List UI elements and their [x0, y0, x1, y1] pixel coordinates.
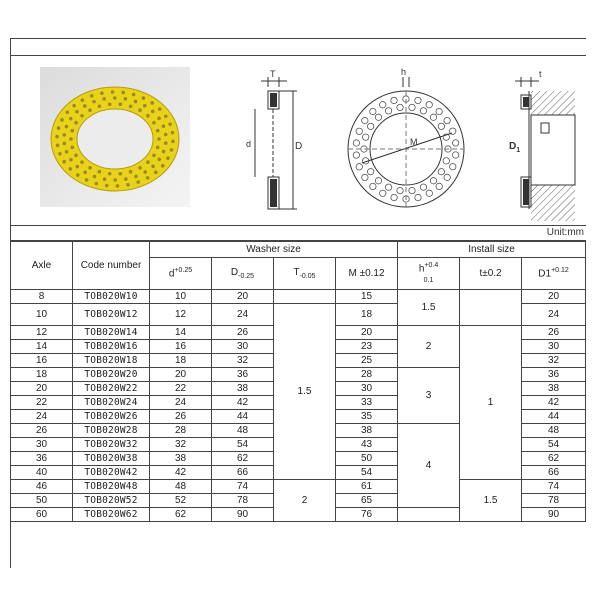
- lube-pocket-dot: [156, 129, 160, 133]
- lube-pocket-dot: [83, 104, 87, 108]
- cell-axle: 20: [11, 382, 73, 396]
- lube-pocket-dot: [75, 165, 79, 169]
- lube-pocket-dot: [105, 184, 109, 188]
- lube-pocket-dot: [108, 172, 112, 176]
- lube-pocket-dot: [108, 102, 112, 106]
- cell-axle: 10: [11, 304, 73, 326]
- cell-D: 26: [212, 326, 274, 340]
- lube-pocket-dot: [171, 140, 175, 144]
- lube-pocket-dot: [129, 170, 133, 174]
- col-t-header: t±0.2: [460, 258, 522, 290]
- col-M-header: M ±0.12: [336, 258, 398, 290]
- lube-pocket-dot: [92, 100, 96, 104]
- cell-D1: 62: [522, 452, 586, 466]
- cell-axle: 60: [11, 508, 73, 522]
- lube-pocket-dot: [143, 104, 147, 108]
- lube-pocket-dot: [98, 104, 102, 108]
- cell-M: 18: [336, 304, 398, 326]
- cell-axle: 46: [11, 480, 73, 494]
- lube-pocket-dot: [70, 129, 74, 133]
- lube-pocket-dot: [74, 153, 78, 157]
- cell-code: TOB020W24: [73, 396, 150, 410]
- cell-axle: 8: [11, 290, 73, 304]
- cell-axle: 24: [11, 410, 73, 424]
- cell-D1: 38: [522, 382, 586, 396]
- lube-pocket-dot: [103, 177, 107, 181]
- cell-T-merged: 1.5: [274, 304, 336, 480]
- cell-D: 66: [212, 466, 274, 480]
- cell-D: 36: [212, 368, 274, 382]
- cell-code: TOB020W18: [73, 354, 150, 368]
- lube-pocket-dot: [146, 160, 150, 164]
- cell-D1: 54: [522, 438, 586, 452]
- lube-pocket-dot: [62, 133, 66, 137]
- cell-d: 18: [150, 354, 212, 368]
- cell-D1: 74: [522, 480, 586, 494]
- lube-pocket-dot: [116, 184, 120, 188]
- lube-pocket-dot: [157, 158, 161, 162]
- cell-d: 32: [150, 438, 212, 452]
- cell-h-merged: 1.5: [398, 290, 460, 326]
- lube-pocket-dot: [121, 91, 125, 95]
- cell-code: TOB020W14: [73, 326, 150, 340]
- lube-pocket-dot: [151, 110, 155, 114]
- cell-D1: 90: [522, 508, 586, 522]
- lube-pocket-dot: [65, 125, 69, 129]
- cell-M: 20: [336, 326, 398, 340]
- lube-pocket-dot: [134, 175, 138, 179]
- cell-axle: 14: [11, 340, 73, 354]
- cell-D: 78: [212, 494, 274, 508]
- lube-pocket-dot: [162, 124, 166, 128]
- cell-h-merged: 2: [398, 326, 460, 368]
- washer-size-header: Washer size: [150, 242, 398, 258]
- lube-pocket-dot: [56, 144, 60, 148]
- cell-d: 16: [150, 340, 212, 354]
- cell-D1: 36: [522, 368, 586, 382]
- cell-D1: 78: [522, 494, 586, 508]
- lube-pocket-dot: [69, 158, 73, 162]
- lube-pocket-dot: [166, 156, 170, 160]
- cell-d: 42: [150, 466, 212, 480]
- cell-code: TOB020W12: [73, 304, 150, 326]
- lube-pocket-dot: [134, 100, 138, 104]
- cell-D: 24: [212, 304, 274, 326]
- lube-pocket-dot: [142, 96, 146, 100]
- lube-pocket-dot: [113, 178, 117, 182]
- cell-D1: 42: [522, 396, 586, 410]
- lube-pocket-dot: [93, 175, 97, 179]
- cell-t-merged: 1: [460, 326, 522, 480]
- lube-pocket-dot: [60, 118, 64, 122]
- cell-code: TOB020W48: [73, 480, 150, 494]
- lube-pocket-dot: [170, 148, 174, 152]
- lube-pocket-dot: [102, 97, 106, 101]
- cell-M: 28: [336, 368, 398, 382]
- cell-d: 10: [150, 290, 212, 304]
- lube-pocket-dot: [152, 153, 156, 157]
- cell-code: TOB020W32: [73, 438, 150, 452]
- col-D-header: $D_{-0.25}$: [212, 258, 274, 290]
- lube-pocket-dot: [157, 117, 161, 121]
- lube-pocket-dot: [157, 137, 161, 141]
- lube-pocket-dot: [151, 164, 155, 168]
- install-t-label: t: [539, 69, 542, 79]
- cell-D: 90: [212, 508, 274, 522]
- cell-d: 20: [150, 368, 212, 382]
- cell-h-blank: [398, 508, 460, 522]
- col-code-header: Code number: [73, 242, 150, 290]
- front-view-drawing: [340, 55, 470, 225]
- cell-D1: 30: [522, 340, 586, 354]
- table-row: [11, 290, 586, 304]
- cell-D: 44: [212, 410, 274, 424]
- lube-pocket-dot: [158, 107, 162, 111]
- cell-code: TOB020W62: [73, 508, 150, 522]
- lube-pocket-dot: [100, 91, 104, 95]
- cell-d: 14: [150, 326, 212, 340]
- lube-pocket-dot: [80, 160, 84, 164]
- lube-pocket-dot: [74, 121, 78, 125]
- lube-pocket-dot: [138, 108, 142, 112]
- install-drawing: [505, 55, 585, 225]
- lube-pocket-dot: [88, 166, 92, 170]
- lube-pocket-dot: [152, 121, 156, 125]
- install-size-header: Install size: [398, 242, 586, 258]
- lube-pocket-dot: [156, 146, 160, 150]
- cell-D: 54: [212, 438, 274, 452]
- lube-pocket-dot: [58, 152, 62, 156]
- cell-code: TOB020W26: [73, 410, 150, 424]
- cell-axle: 12: [11, 326, 73, 340]
- cell-M: 25: [336, 354, 398, 368]
- col-d-header: $d^{+0.25}$: [150, 258, 212, 290]
- cell-M: 54: [336, 466, 398, 480]
- unit-label: Unit:mm: [546, 227, 584, 238]
- cell-t-merged: 1.5: [460, 480, 522, 522]
- front-h-label: h: [401, 67, 407, 77]
- cell-code: TOB020W52: [73, 494, 150, 508]
- cell-d: 62: [150, 508, 212, 522]
- lube-pocket-dot: [63, 142, 67, 146]
- cell-d: 24: [150, 396, 212, 410]
- table-body: [11, 290, 586, 522]
- col-T-header: $T_{-0.05}$: [274, 258, 336, 290]
- cell-D1: 48: [522, 424, 586, 438]
- lube-pocket-dot: [150, 101, 154, 105]
- lube-pocket-dot: [80, 114, 84, 118]
- lube-pocket-dot: [68, 167, 72, 171]
- cell-D1: 26: [522, 326, 586, 340]
- washer-photo: [40, 55, 190, 225]
- drawings-row: [10, 55, 586, 226]
- cell-M: 35: [336, 410, 398, 424]
- cell-d: 26: [150, 410, 212, 424]
- lube-pocket-dot: [164, 133, 168, 137]
- lube-pocket-dot: [81, 98, 85, 102]
- lube-pocket-dot: [65, 150, 69, 154]
- cell-code: TOB020W20: [73, 368, 150, 382]
- cell-M: 33: [336, 396, 398, 410]
- lube-pocket-dot: [132, 93, 136, 97]
- cell-M: 43: [336, 438, 398, 452]
- lube-pocket-dot: [69, 137, 73, 141]
- cell-M: 50: [336, 452, 398, 466]
- cell-D: 62: [212, 452, 274, 466]
- lube-pocket-dot: [119, 102, 123, 106]
- lube-pocket-dot: [95, 182, 99, 186]
- side-d-label: d: [246, 139, 252, 149]
- cell-D1: 20: [522, 290, 586, 304]
- cell-code: TOB020W16: [73, 340, 150, 354]
- cell-D1: 32: [522, 354, 586, 368]
- cell-axle: 26: [11, 424, 73, 438]
- lube-pocket-dot: [75, 110, 79, 114]
- cell-code: TOB020W28: [73, 424, 150, 438]
- lube-pocket-dot: [98, 170, 102, 174]
- lube-pocket-dot: [126, 183, 130, 187]
- lube-pocket-dot: [129, 104, 133, 108]
- lube-pocket-dot: [62, 160, 66, 164]
- lube-pocket-dot: [138, 166, 142, 170]
- cell-d: 38: [150, 452, 212, 466]
- col-D1-header: $D1^{+0.12}$: [522, 258, 586, 290]
- washer-size-table: [10, 241, 586, 522]
- cell-T-blank: [274, 290, 336, 304]
- lube-pocket-dot: [72, 104, 76, 108]
- side-section-drawing: [235, 55, 315, 225]
- lube-pocket-dot: [146, 176, 150, 180]
- lube-pocket-dot: [111, 90, 115, 94]
- col-axle-header: Axle: [11, 242, 73, 290]
- lube-pocket-dot: [83, 170, 87, 174]
- cell-d: 52: [150, 494, 212, 508]
- cell-D: 38: [212, 382, 274, 396]
- cell-axle: 36: [11, 452, 73, 466]
- lube-pocket-dot: [136, 180, 140, 184]
- cell-M: 23: [336, 340, 398, 354]
- lube-pocket-dot: [164, 141, 168, 145]
- lube-pocket-dot: [168, 122, 172, 126]
- header-band: [10, 38, 586, 56]
- lube-pocket-dot: [164, 114, 168, 118]
- cell-code: TOB020W10: [73, 290, 150, 304]
- lube-pocket-dot: [70, 146, 74, 150]
- cell-axle: 22: [11, 396, 73, 410]
- unit-row: [10, 226, 586, 241]
- lube-pocket-dot: [146, 114, 150, 118]
- cell-axle: 16: [11, 354, 73, 368]
- lube-pocket-dot: [171, 131, 175, 135]
- cell-d: 48: [150, 480, 212, 494]
- cell-T-merged: 2: [274, 480, 336, 522]
- install-D1-label: $D_1$: [509, 141, 521, 154]
- cell-t-blank: [460, 290, 522, 326]
- cell-D: 74: [212, 480, 274, 494]
- cell-D: 48: [212, 424, 274, 438]
- cell-M: 38: [336, 424, 398, 438]
- cell-D1: 66: [522, 466, 586, 480]
- lube-pocket-dot: [143, 170, 147, 174]
- cell-D1: 44: [522, 410, 586, 424]
- cell-M: 30: [336, 382, 398, 396]
- lube-pocket-dot: [161, 164, 165, 168]
- cell-h-merged: 4: [398, 424, 460, 508]
- cell-d: 28: [150, 424, 212, 438]
- cell-d: 12: [150, 304, 212, 326]
- side-D-label: D: [295, 141, 303, 152]
- lube-pocket-dot: [65, 110, 69, 114]
- lube-pocket-dot: [69, 117, 73, 121]
- cell-D: 20: [212, 290, 274, 304]
- lube-pocket-dot: [76, 173, 80, 177]
- lube-pocket-dot: [57, 126, 61, 130]
- front-M-label: M: [410, 137, 418, 147]
- lube-pocket-dot: [124, 97, 128, 101]
- lube-pocket-dot: [88, 108, 92, 112]
- cell-axle: 50: [11, 494, 73, 508]
- lube-pocket-dot: [55, 135, 59, 139]
- cell-M: 61: [336, 480, 398, 494]
- cell-code: TOB020W42: [73, 466, 150, 480]
- lube-pocket-dot: [85, 178, 89, 182]
- cell-M: 76: [336, 508, 398, 522]
- cell-D1: 24: [522, 304, 586, 326]
- table-row: [11, 480, 586, 494]
- col-h-header: $h^{+0.4}$ 0.1: [398, 258, 460, 290]
- lube-pocket-dot: [113, 96, 117, 100]
- lube-pocket-dot: [90, 94, 94, 98]
- lube-pocket-dot: [124, 177, 128, 181]
- cell-d: 22: [150, 382, 212, 396]
- cell-axle: 40: [11, 466, 73, 480]
- cell-D: 30: [212, 340, 274, 354]
- cell-code: TOB020W22: [73, 382, 150, 396]
- cell-D: 32: [212, 354, 274, 368]
- side-T-label: T: [270, 69, 276, 79]
- lube-pocket-dot: [119, 172, 123, 176]
- cell-code: TOB020W38: [73, 452, 150, 466]
- cell-axle: 30: [11, 438, 73, 452]
- cell-M: 65: [336, 494, 398, 508]
- lube-pocket-dot: [162, 150, 166, 154]
- cell-h-merged: 3: [398, 368, 460, 424]
- spec-sheet: [10, 38, 586, 568]
- cell-M: 15: [336, 290, 398, 304]
- cell-axle: 18: [11, 368, 73, 382]
- cell-D: 42: [212, 396, 274, 410]
- lube-pocket-dot: [154, 171, 158, 175]
